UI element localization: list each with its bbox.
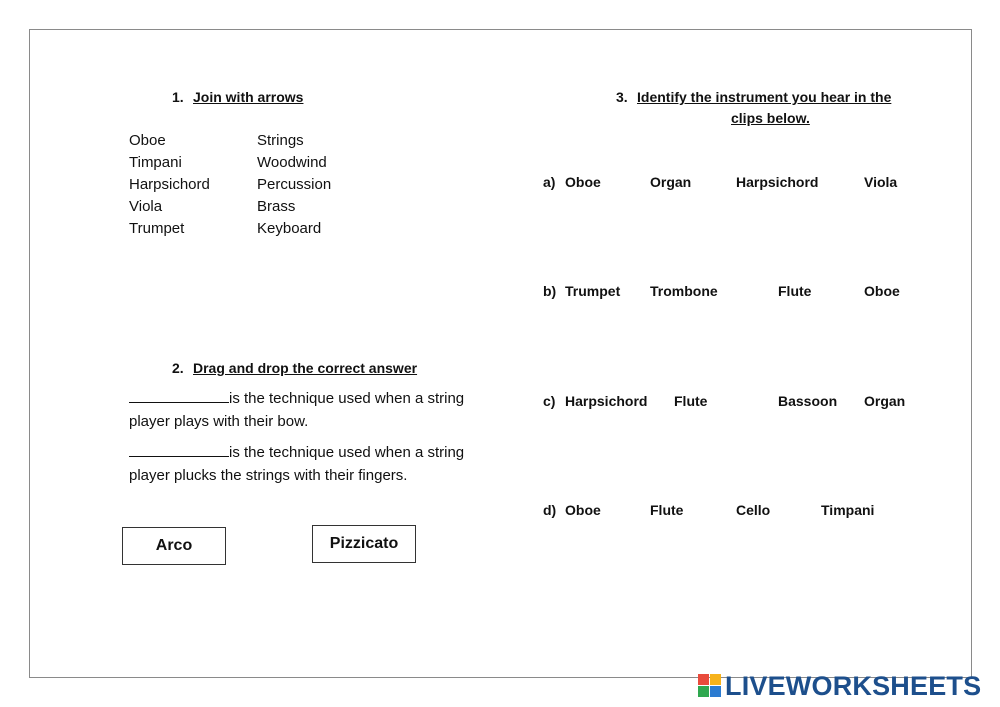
answer-option[interactable]: Harpsichord (565, 393, 648, 409)
logo-text: LIVEWORKSHEETS (725, 670, 982, 701)
question-row-c (543, 393, 923, 413)
section3-title-line1: Identify the instrument you hear in the (637, 89, 892, 105)
section1-heading (172, 89, 303, 105)
answer-option[interactable]: Oboe (864, 283, 900, 299)
sentence-1-text: is the technique used when a string player plays with their bow. (129, 390, 465, 430)
answer-option[interactable]: Harpsichord (736, 174, 819, 190)
instrument-item[interactable]: Viola (129, 198, 163, 215)
section1-title: Join with arrows (193, 89, 304, 105)
answer-option[interactable]: Oboe (565, 174, 601, 190)
answer-option[interactable]: Timpani (821, 502, 875, 518)
answer-option[interactable]: Oboe (565, 502, 601, 518)
answer-option[interactable]: Flute (650, 502, 684, 518)
answer-option[interactable]: Trumpet (565, 283, 621, 299)
answer-option[interactable]: Bassoon (778, 393, 838, 409)
question-row-a (543, 174, 923, 194)
fill-sentence-2 (129, 441, 489, 487)
instrument-item[interactable]: Oboe (129, 132, 166, 149)
family-item[interactable]: Brass (257, 198, 296, 215)
row-label: c) (543, 393, 556, 409)
arco-drag-option[interactable]: Arco (122, 527, 226, 565)
instrument-column (129, 130, 210, 240)
section2-title: Drag and drop the correct answer (193, 360, 418, 376)
pizzicato-drag-option[interactable]: Pizzicato (312, 525, 416, 563)
drop-blank-1[interactable] (129, 388, 229, 403)
answer-option[interactable]: Viola (864, 174, 898, 190)
section2-number: 2. (172, 360, 184, 376)
family-item[interactable]: Woodwind (257, 154, 327, 171)
drop-blank-2[interactable] (129, 442, 229, 457)
answer-option[interactable]: Trombone (650, 283, 718, 299)
sentence-2-text: is the technique used when a string player plucks the strings with their fingers. (129, 444, 465, 484)
question-row-b (543, 283, 923, 303)
family-item[interactable]: Strings (257, 132, 304, 149)
family-column (257, 130, 331, 240)
instrument-item[interactable]: Trumpet (129, 220, 185, 237)
row-label: a) (543, 174, 556, 190)
family-item[interactable]: Keyboard (257, 220, 322, 237)
answer-option[interactable]: Cello (736, 502, 771, 518)
family-item[interactable]: Percussion (257, 176, 332, 193)
question-row-d (543, 502, 923, 522)
row-label: b) (543, 283, 557, 299)
section3-heading (616, 89, 891, 105)
section3-number: 3. (616, 89, 628, 105)
answer-option[interactable]: Organ (650, 174, 692, 190)
answer-option[interactable]: Flute (778, 283, 812, 299)
instrument-item[interactable]: Timpani (129, 154, 182, 171)
section3-heading-cont (731, 110, 810, 126)
answer-option[interactable]: Organ (864, 393, 906, 409)
section3-title-line2: clips below. (731, 110, 810, 126)
fill-sentence-1 (129, 387, 489, 433)
worksheet-page (29, 29, 972, 678)
answer-option[interactable]: Flute (674, 393, 708, 409)
liveworksheets-logo-icon (698, 674, 722, 698)
liveworksheets-logo (698, 672, 981, 700)
section2-heading (172, 360, 417, 376)
instrument-item[interactable]: Harpsichord (129, 176, 210, 193)
section1-number: 1. (172, 89, 184, 105)
row-label: d) (543, 502, 557, 518)
